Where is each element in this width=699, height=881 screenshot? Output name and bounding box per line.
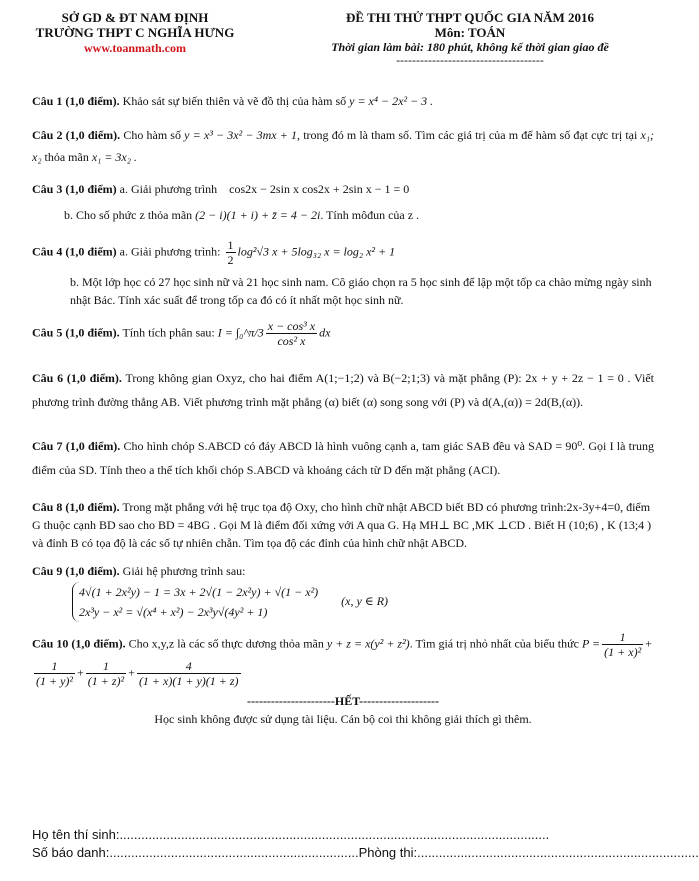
question-2-math3: x₁ = 3x₂ . — [91, 150, 137, 164]
question-5-fraction — [266, 319, 317, 348]
question-9-text: Giải hệ phương trình sau: — [119, 564, 246, 578]
p-fraction-3 — [86, 659, 126, 688]
fraction-denominator: (1 + x)(1 + y)(1 + z) — [138, 674, 239, 688]
fraction-denominator: cos² x — [277, 334, 306, 348]
question-2-text1: Cho hàm số — [120, 128, 185, 142]
candidate-name-line: Họ tên thí sinh:....................................................................................................................... — [32, 827, 550, 842]
question-2-math2: x₁; x₂ — [32, 128, 654, 164]
question-5-label: Câu 5 (1,0 điểm). — [32, 325, 120, 340]
system-condition: (x, y ∈ R) — [341, 593, 389, 608]
school-name: TRƯỜNG THPT C NGHĨA HƯNG — [35, 25, 235, 40]
fraction-numerator: 4 — [137, 659, 241, 674]
department-name: SỞ GD & ĐT NAM ĐỊNH — [61, 10, 209, 25]
question-10-math1: y + z = x(y² + z²) — [326, 636, 410, 651]
p-fraction-4 — [137, 659, 241, 688]
candidate-info — [32, 826, 699, 862]
question-4a-math: log²√3 x + 5log₃₂ x = log₂ x² + 1 — [237, 244, 396, 259]
fraction-denominator: 2 — [227, 253, 234, 267]
header-right — [270, 10, 670, 65]
fraction-numerator: 1 — [86, 659, 126, 674]
header-left — [10, 10, 260, 56]
question-10: Câu 10 (1,0 điểm). Cho x,y,z là các số thực dương thỏa mãn y + z = x(y² + z²). Tìm giá trị nhỏ nhất của biểu thức P = $\frac{1}{\text{(1 + x)²}}$ + $\frac{1}{\text{(1 + y)²}}$ + $\frac{1}{\text{(1 + z)²}}$ + $\frac{4}{(1 + x)(1 + y)(1 + z)}$ — [32, 630, 652, 688]
p-fraction-1 — [602, 630, 643, 659]
question-2 — [32, 124, 654, 168]
system-equation-1: 4√(1 + 2x²y) − 1 = 3x + 2√(1 − 2x²y) + √(1 − x²) — [79, 585, 319, 599]
question-5-integral: I = ∫₀^π/3 — [217, 325, 264, 340]
question-2-label: Câu 2 (1,0 điểm). — [32, 128, 121, 142]
question-7-label: Câu 7 (1,0 điểm). — [32, 439, 121, 453]
question-3b-math: (2 − i)(1 + i) + z̄ = 4 − 2i — [195, 208, 321, 222]
question-4b — [32, 273, 654, 309]
question-5-text: Tính tích phân sau: — [119, 325, 218, 340]
end-marker: ----------------------HẾT-------------------- — [246, 694, 440, 708]
question-3-label: Câu 3 (1,0 điểm) — [32, 182, 117, 196]
question-6-text: Trong không gian Oxyz, cho hai điểm A(1;−1;2) và B(−2;1;3) và mặt phẳng (P): 2x + y + 2z − 1 = 0 . Viết phương trình đường thẳng AB. Viết phương trình mặt phẳng (α) biết (α) song song với (P) và d(A,(α)) = 2d(B,(α)). — [32, 371, 654, 409]
candidate-id-room-line — [32, 844, 699, 862]
exam-title: ĐỀ THI THỬ THPT QUỐC GIA NĂM 2016 — [345, 10, 595, 25]
question-3a-text: a. Giải phương trình — [116, 182, 221, 196]
question-4a-text: a. Giải phương trình: — [116, 244, 224, 259]
question-9-label: Câu 9 (1,0 điểm). — [32, 564, 120, 578]
website-link[interactable]: www.toanmath.com — [84, 41, 186, 55]
question-2-math1: y = x³ − 3x² − 3mx + 1 — [184, 128, 298, 142]
question-5-dx: dx — [319, 325, 331, 340]
question-8 — [32, 498, 654, 552]
subject-name: Môn: TOÁN — [434, 25, 506, 40]
question-4-label: Câu 4 (1,0 điểm) — [32, 244, 117, 259]
question-3b-text2: . Tính môđun của z . — [320, 208, 420, 222]
fraction-numerator: 1 — [34, 659, 75, 674]
fraction-denominator: (1 + x)² — [604, 645, 642, 659]
question-4a — [32, 238, 654, 267]
question-7 — [32, 434, 654, 482]
question-3a-math: cos2x − 2sin x cos2x + 2sin x − 1 = 0 — [229, 182, 410, 196]
question-8-text: Trong mặt phẳng với hệ trục tọa độ Oxy, cho hình chữ nhật ABCD biết BD có phương trình:2x-3y+4=0, điểm G thuộc cạnh BD sao cho BD = 4BG . Gọi M là điểm đối xứng với A qua G. Hạ MH⊥ BC ,MK ⊥CD . Biết H (10;6) , K (13;4 ) và đỉnh B có tọa độ là các số tự nhiên chẵn. Tìm tọa độ các đỉnh của hình chữ nhật ABCD. — [32, 500, 652, 550]
question-7-text: Cho hình chóp S.ABCD có đáy ABCD là hình vuông cạnh a, tam giác SAB đều và SAD = 90⁰. Gọi I là trung điểm của SD. Tính theo a thể tích khối chóp S.ABCD và khoảng cách từ D đến mặt phẳng (ACI). — [32, 439, 654, 477]
question-1-math: y = x⁴ − 2x² − 3 . — [349, 94, 434, 108]
p-fraction-2 — [34, 659, 75, 688]
question-2-text2: , trong đó m là tham số. Tìm các giá trị của m để hàm số đạt cực trị tại — [297, 128, 641, 142]
question-10-label: Câu 10 (1,0 điểm). — [32, 636, 126, 651]
expression-p: P = — [581, 636, 601, 651]
question-6-label: Câu 6 (1,0 điểm). — [32, 371, 122, 385]
exam-time: Thời gian làm bài: 180 phút, không kể thời gian giao đề — [331, 40, 609, 54]
fraction-numerator: x − cos³ x — [267, 319, 316, 333]
question-3b — [32, 206, 654, 224]
question-8-label: Câu 8 (1,0 điểm). — [32, 500, 120, 514]
candidate-id-field: Số báo danh:..................................................................... — [32, 845, 359, 860]
question-10-text2: . Tìm giá trị nhỏ nhất của biểu thức — [409, 636, 582, 651]
exam-note: Học sinh không được sử dụng tài liệu. Cán bộ coi thi không giải thích gì thêm. — [154, 712, 532, 726]
question-1-label: Câu 1 (1,0 điểm). — [32, 94, 120, 108]
question-9 — [32, 562, 654, 622]
fraction-numerator: 1 — [602, 630, 643, 645]
question-1-text: Khảo sát sự biến thiên và vẽ đồ thị của hàm số — [119, 94, 350, 108]
exam-room-field: Phòng thi:.............................................................................. — [358, 845, 699, 860]
question-4b-text: b. Một lớp học có 27 học sinh nữ và 21 học sinh nam. Cô giáo chọn ra 5 học sinh để lập một tốp ca chào mừng ngày sinh nhật Bác. Tính xác suất để trong tốp ca đó có ít nhất một học sinh nữ. — [70, 275, 652, 307]
equation-system — [72, 582, 318, 622]
question-3b-text1: b. Cho số phức z thỏa mãn — [64, 208, 196, 222]
fraction-denominator: (1 + z)² — [87, 674, 125, 688]
question-2-text3: thỏa mãn — [41, 150, 92, 164]
header-divider: ------------------------------------- — [396, 53, 544, 67]
system-equation-2: 2x³y − x² = √(x⁴ + x²) − 2x³y√(4y² + 1) — [79, 605, 268, 619]
question-5 — [32, 319, 654, 348]
question-4a-fraction — [226, 238, 236, 267]
question-1 — [32, 92, 654, 110]
fraction-numerator: 1 — [227, 238, 234, 252]
exam-body — [32, 92, 654, 728]
question-10-text1: Cho x,y,z là các số thực dương thỏa mãn — [125, 636, 327, 651]
question-3a — [32, 180, 654, 198]
fraction-denominator: (1 + y)² — [36, 674, 74, 688]
question-6 — [32, 366, 654, 414]
